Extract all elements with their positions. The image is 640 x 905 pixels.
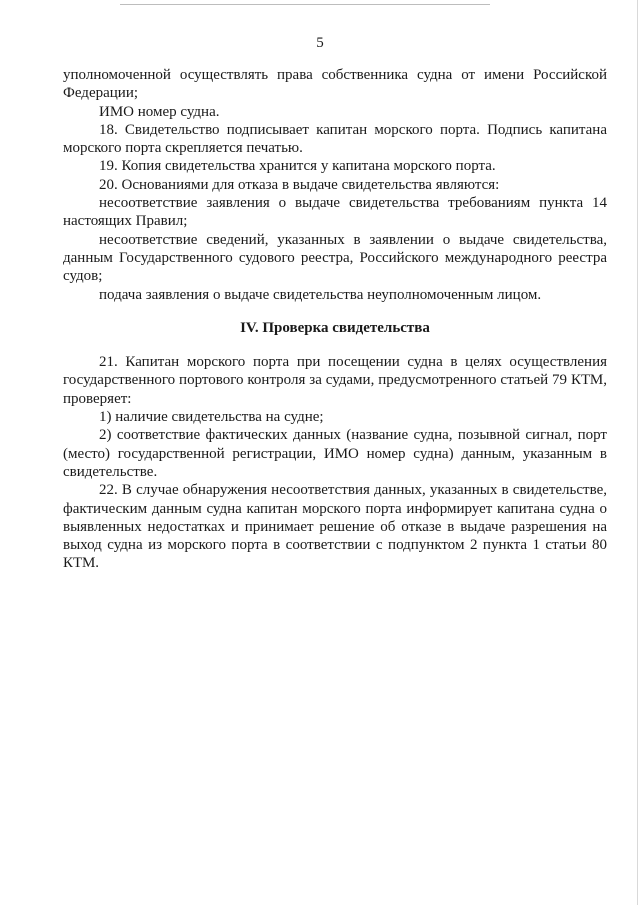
section-heading: IV. Проверка свидетельства: [240, 319, 430, 336]
scan-top-edge-line: [120, 4, 490, 5]
paragraph-refusal-item-2: несоответствие сведений, указанных в заявлении о выдаче свидетельства, данным Государственного судового реестра, Российского международного реестра судов;: [63, 231, 607, 285]
paragraph-21-inspection: 21. Капитан морского порта при посещении судна в целях осуществления государственного портового контроля за судами, предусмотренного статьей 79 КТМ, проверяет:: [63, 354, 607, 407]
paragraph-refusal-item-3: подача заявления о выдаче свидетельства неуполномоченным лицом.: [99, 286, 542, 303]
paragraph-21-item-2: 2) соответствие фактических данных (название судна, позывной сигнал, порт (место) государственной регистрации, ИМО номер судна) данным, указанным в свидетельстве.: [63, 427, 607, 480]
document-body: [63, 66, 607, 573]
paragraph-owner-authority: уполномоченной осуществлять права собственника судна от имени Российской Федерации;: [63, 67, 607, 102]
paragraph-21-item-1: 1) наличие свидетельства на судне;: [99, 409, 324, 426]
scan-right-edge-line: [637, 0, 638, 905]
paragraph-imo-number: ИМО номер судна.: [99, 103, 220, 120]
paragraph-refusal-item-1: несоответствие заявления о выдаче свидетельства требованиям пункта 14 настоящих Правил;: [63, 195, 607, 230]
paragraph-20-refusal-grounds: 20. Основаниями для отказа в выдаче свидетельства являются:: [99, 176, 500, 193]
paragraph-19-copy: 19. Копия свидетельства хранится у капитана морского порта.: [99, 158, 496, 175]
paragraph-22-mismatch: 22. В случае обнаружения несоответствия данных, указанных в свидетельстве, фактическим данным судна капитан морского порта информирует капитана судна о выявленных недостатках и принимает решение об отказе в выдаче разрешения на выход судна из морского порта в соответствии с подпунктом 2 пункта 1 статьи 80 КТМ.: [63, 482, 607, 572]
paragraph-18-signature: 18. Свидетельство подписывает капитан морского порта. Подпись капитана морского порта скрепляется печатью.: [63, 121, 607, 157]
page-number: 5: [316, 35, 324, 51]
